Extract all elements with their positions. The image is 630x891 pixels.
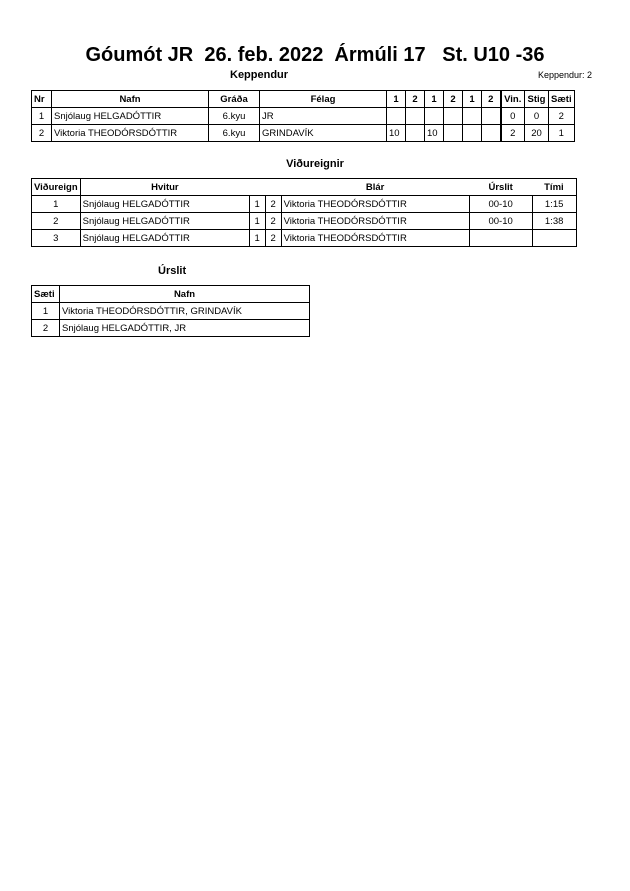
cell [406, 108, 425, 125]
column-header: 2 [482, 91, 501, 108]
cell: Viktoria THEODÓRSDÓTTIR [52, 125, 209, 142]
cell: 2 [265, 213, 281, 230]
cell [444, 108, 463, 125]
cell: GRINDAVÍK [260, 125, 387, 142]
table-row [32, 125, 575, 142]
matches-header-row [32, 179, 577, 196]
column-header: Viðureign [32, 179, 81, 196]
column-header: Tími [532, 179, 576, 196]
cell [463, 125, 482, 142]
column-header: Hvitur [80, 179, 249, 196]
column-header: Nr [32, 91, 52, 108]
cell: Snjólaug HELGADÓTTIR [52, 108, 209, 125]
cell: 1:15 [532, 196, 576, 213]
column-header: Sæti [32, 286, 60, 303]
cell: 10 [387, 125, 406, 142]
column-header: 1 [387, 91, 406, 108]
results-heading: Úrslit [158, 265, 187, 277]
cell: 1 [549, 125, 575, 142]
cell: 1 [32, 303, 60, 320]
cell: Viktoria THEODÓRSDÓTTIR [281, 196, 469, 213]
cell: JR [260, 108, 387, 125]
cell: 6.kyu [209, 108, 260, 125]
matches-table [31, 178, 577, 247]
column-header: Blár [281, 179, 469, 196]
competitor-count: Keppendur: 2 [538, 70, 593, 80]
column-header: Félag [260, 91, 387, 108]
cell: 20 [525, 125, 549, 142]
competitors-table [31, 90, 575, 142]
matches-heading: Viðureignir [286, 158, 344, 170]
column-header: 1 [425, 91, 444, 108]
column-header: Stig [525, 91, 549, 108]
cell: 1:38 [532, 213, 576, 230]
cell: 3 [32, 230, 81, 247]
column-header: 1 [463, 91, 482, 108]
cell: Snjólaug HELGADÓTTIR [80, 213, 249, 230]
results-table [31, 285, 310, 337]
cell: 2 [32, 320, 60, 337]
cell: 2 [549, 108, 575, 125]
cell: 2 [265, 196, 281, 213]
cell: 2 [265, 230, 281, 247]
table-row [32, 196, 577, 213]
cell [425, 108, 444, 125]
results-header-row [32, 286, 310, 303]
cell: 1 [249, 213, 265, 230]
column-header: Sæti [549, 91, 575, 108]
cell [387, 108, 406, 125]
cell [444, 125, 463, 142]
cell: 1 [32, 196, 81, 213]
cell: 2 [501, 125, 525, 142]
table-row [32, 230, 577, 247]
cell [532, 230, 576, 247]
cell [482, 125, 501, 142]
cell: 2 [32, 125, 52, 142]
table-row [32, 108, 575, 125]
cell: 0 [525, 108, 549, 125]
cell [406, 125, 425, 142]
cell: Viktoria THEODÓRSDÓTTIR, GRINDAVÍK [60, 303, 310, 320]
column-header: Nafn [52, 91, 209, 108]
column-header [265, 179, 281, 196]
cell [463, 108, 482, 125]
page-title: Góumót JR 26. feb. 2022 Ármúli 17 St. U10 -36 [85, 44, 545, 66]
column-header: Vin. [501, 91, 525, 108]
column-header [249, 179, 265, 196]
cell: 0 [501, 108, 525, 125]
column-header: Nafn [60, 286, 310, 303]
column-header: 2 [406, 91, 425, 108]
cell: 1 [249, 230, 265, 247]
column-header: Úrslit [469, 179, 532, 196]
cell [482, 108, 501, 125]
table-row [32, 320, 310, 337]
cell: Viktoria THEODÓRSDÓTTIR [281, 213, 469, 230]
table-row [32, 303, 310, 320]
table-row [32, 213, 577, 230]
cell: 1 [32, 108, 52, 125]
cell: Viktoria THEODÓRSDÓTTIR [281, 230, 469, 247]
cell: 10 [425, 125, 444, 142]
competitors-header-row [32, 91, 575, 108]
cell [469, 230, 532, 247]
cell: 00-10 [469, 196, 532, 213]
cell: Snjólaug HELGADÓTTIR [80, 196, 249, 213]
cell: 1 [249, 196, 265, 213]
column-header: Gráða [209, 91, 260, 108]
cell: Snjólaug HELGADÓTTIR, JR [60, 320, 310, 337]
competitors-heading: Keppendur [230, 69, 289, 81]
column-header: 2 [444, 91, 463, 108]
cell: 2 [32, 213, 81, 230]
cell: 6.kyu [209, 125, 260, 142]
cell: Snjólaug HELGADÓTTIR [80, 230, 249, 247]
cell: 00-10 [469, 213, 532, 230]
